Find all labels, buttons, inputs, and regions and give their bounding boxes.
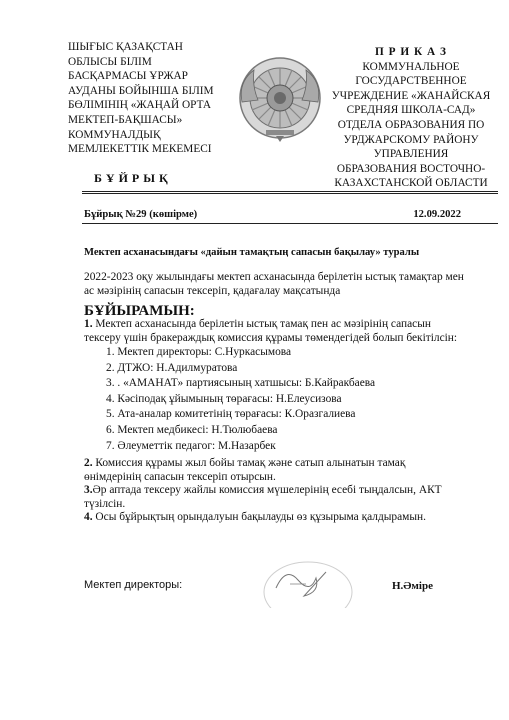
header-right-line: КОММУНАЛЬНОЕ: [362, 60, 460, 73]
list-item: 3. . «АМАНАТ» партиясының хатшысы: Б.Кайракбаева: [106, 377, 376, 390]
header-left-line: АУДАНЫ БОЙЫНША БІЛІМ: [68, 84, 214, 97]
list-item: 4. Кәсіподақ ұйымының төрағасы: Н.Елеусизова: [106, 392, 342, 405]
prikaz-title: П Р И К А З: [375, 46, 447, 58]
item-4: [84, 511, 426, 525]
header-left-line: КОММУНАЛДЫҚ: [68, 128, 161, 141]
header-right-line: ОБРАЗОВАНИЯ ВОСТОЧНО-: [336, 162, 486, 175]
preamble-line: ас мәзірінің сапасын тексеріп, қадағалау мақсатында: [84, 284, 341, 297]
order-divider: [82, 223, 498, 224]
item-text: түзілсін.: [84, 497, 126, 510]
item-2: [84, 457, 405, 484]
signature-name: Н.Әміре: [392, 580, 433, 592]
item-text: өнімдерінің сапасын тексеріп отырсын.: [84, 470, 276, 483]
header-left-line: ШЫҒЫС ҚАЗАҚСТАН: [68, 41, 183, 53]
list-item: 6. Мектеп медбикесі: Н.Тюлюбаева: [106, 423, 278, 436]
header-right-line: УПРАВЛЕНИЯ: [373, 148, 449, 161]
item-3: [84, 484, 442, 511]
order-subject: Мектеп асханасындағы «дайын тамақтың сапасын бақылау» туралы: [84, 247, 420, 258]
preamble: [84, 271, 464, 298]
list-item: 5. Ата-аналар комитетінің төрағасы: К.Оразгалиева: [106, 408, 356, 421]
list-item: 7. Әлеуметтік педагог: М.Назарбек: [106, 439, 276, 452]
item-1: [84, 318, 457, 345]
item-text: Мектеп асханасында берілетін ыстық тамақ пен ас мәзірінің сапасын: [95, 318, 431, 330]
commission-members: [106, 345, 375, 454]
header-right-line: УЧРЕЖДЕНИЕ «ЖАНАЙСКАЯ: [331, 89, 491, 102]
list-item: 2. ДТЖО: Н.Адилмуратова: [106, 361, 238, 374]
order-number: Бұйрық №29 (көшірме): [84, 209, 198, 220]
item-text: тексеру үшін бракераждық комиссия құрамы төмендегідей болып бекітілсін:: [84, 331, 458, 344]
header-left-line: МЕКТЕП-БАҚШАСЫ»: [68, 113, 183, 126]
list-item: 1. Мектеп директоры: С.Нуркасымова: [106, 346, 292, 358]
buyryk-title: БҰЙРЫҚ: [94, 171, 172, 185]
header-left-line: БӨЛІМІНІҢ «ЖАҢАЙ ОРТА: [68, 99, 212, 112]
header-right-line: СРЕДНЯЯ ШКОЛА-САД»: [346, 104, 476, 117]
header-divider: [82, 191, 498, 192]
header-left-line: БАСҚАРМАСЫ ҰРЖАР: [68, 70, 188, 83]
header-right-line: КАЗАХСТАНСКОЙ ОБЛАСТИ: [334, 177, 488, 190]
decree-heading: БҰЙЫРАМЫН:: [84, 303, 195, 319]
item-number: 1.: [84, 318, 93, 330]
item-number: 3.: [84, 484, 93, 496]
header-divider: [82, 193, 498, 194]
header-right-line: УРДЖАРСКОМУ РАЙОНУ: [343, 133, 479, 146]
item-number: 2.: [84, 457, 93, 469]
item-number: 4.: [84, 511, 93, 523]
header-left-line: МЕМЛЕКЕТТІК МЕКЕМЕСІ: [68, 143, 212, 156]
order-date: 12.09.2022: [413, 209, 461, 220]
header-right-line: ОТДЕЛА ОБРАЗОВАНИЯ ПО: [337, 118, 485, 131]
state-emblem-icon: [232, 52, 328, 144]
header-left-line: ОБЛЫСЫ БІЛІМ: [68, 55, 152, 68]
item-text: Осы бұйрықтың орындалуын бақылауды өз құзырыма қалдырамын.: [95, 511, 426, 523]
signature-label: Мектеп директоры:: [84, 579, 183, 591]
preamble-line: 2022-2023 оқу жылындағы мектеп асханасында берілетін ыстық тамақтар мен: [84, 271, 464, 283]
round-stamp-icon: [246, 558, 356, 608]
item-text: Әр аптада тексеру жайлы комиссия мүшелерінің есебі тыңдалсын, АКТ: [92, 484, 442, 496]
header-right-line: ГОСУДАРСТВЕННОЕ: [355, 75, 467, 88]
item-text: Комиссия құрамы жыл бойы тамақ және сатып алынатын тамақ: [95, 457, 406, 469]
header-right: [322, 45, 500, 191]
